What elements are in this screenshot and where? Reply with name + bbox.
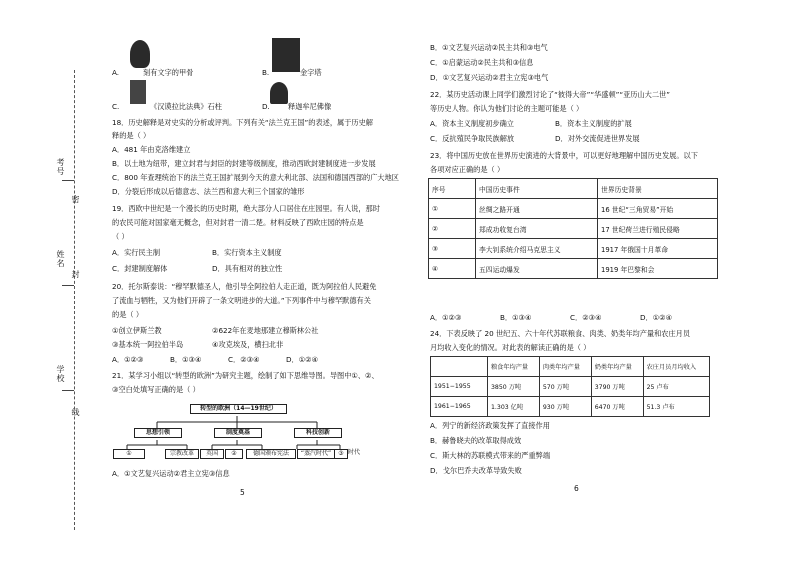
underline-xingming	[62, 285, 74, 286]
table-cell: ③	[429, 239, 476, 259]
q23-stem-line1: 23．将中国历史放在世界历史演进的大背景中，可以更好地理解中国历史发展。以下	[430, 151, 698, 160]
label-kaohao: 考号	[56, 158, 65, 176]
table-cell: 1951−1955	[431, 377, 488, 397]
q20-item-4: ④攻克埃及，横扫北非	[212, 340, 284, 349]
q22-option-d: D．对外交流促进世界发展	[555, 134, 640, 143]
q24-option-a: A．列宁的新经济政策发挥了直接作用	[430, 421, 550, 430]
q20-stem-line3: 的是（ ）	[112, 310, 144, 319]
table-cell: 17 世纪荷兰进行殖民侵略	[598, 219, 718, 239]
q19-option-b: B．实行资本主义制度	[212, 248, 282, 257]
table-cell: ④	[429, 259, 476, 279]
mind-map-leaf-steam-age: “蒸汽时代”	[297, 449, 335, 459]
page-number-right: 6	[574, 484, 579, 493]
table-cell: 6470 万吨	[591, 397, 643, 417]
mind-map-leaf-1: ①	[113, 449, 145, 459]
table-header-row	[429, 179, 718, 199]
q22-option-b: B．资本主义制度的扩展	[555, 119, 632, 128]
q19-option-c: C．封建制度解体	[112, 264, 168, 273]
table-cell: 丝绸之路开通	[476, 199, 598, 219]
q24-option-c: C．斯大林的苏联模式带来的严重弊端	[430, 451, 551, 460]
label-feng: 封	[71, 270, 80, 279]
table-row	[429, 239, 718, 259]
q19-stem-line2: 的农民可能对国家毫无概念，但对封君一清二楚。材料反映了西欧庄园的特点是	[112, 218, 364, 227]
table-cell: 3850 万吨	[488, 377, 540, 397]
mind-map-root: 转型的欧洲（14—19世纪）	[190, 404, 287, 414]
q21-stem-line2: ③空白处填写正确的是（ ）	[112, 385, 200, 394]
q18-option-d: D．分裂后形成以后德意志、法兰西和意大利三个国家的雏形	[112, 187, 305, 196]
table-header-cell: 粮食年均产量	[488, 357, 540, 377]
pyramid-image	[272, 38, 300, 72]
img-option-a-letter: A.	[112, 68, 120, 77]
label-xuexiao: 学校	[56, 365, 65, 383]
table-row	[431, 377, 710, 397]
q19-option-a: A．实行民主制	[112, 248, 161, 257]
table-cell: 570 万吨	[539, 377, 591, 397]
label-mi: 密	[71, 195, 80, 204]
q22-stem-line1: 22．某历史活动课上同学们激烈讨论了“彼得大帝”“华盛顿”“亚历山大二世”	[430, 90, 670, 99]
q20-stem-line2: 了流血与牺牲，又为他们开辟了一条文明进步的大道。”下列事件中与穆罕默德有关	[112, 296, 371, 305]
table-header-cell: 肉类年均产量	[539, 357, 591, 377]
q19-stem-line1: 19．西欧中世纪是一个漫长的历史时期，绝大部分人口居住在庄园里。有人说，那时	[112, 204, 380, 213]
img-option-b-caption: 金字塔	[300, 68, 322, 77]
code-of-hammurabi-image	[130, 80, 146, 104]
q23-option-a: A．①②③	[430, 313, 462, 322]
q23-table	[428, 178, 718, 279]
q21-option-a: A．①文艺复兴运动②君主立宪③信息	[112, 469, 230, 478]
q24-option-d: D．戈尔巴乔夫改革导致失败	[430, 466, 522, 475]
q20-stem-line1: 20．托尔斯泰说：“穆罕默德圣人，他引导全阿拉伯人走正道，既为阿拉伯人民避免	[112, 282, 377, 291]
q23-option-b: B．①③④	[500, 313, 532, 322]
underline-kaohao	[62, 180, 74, 181]
table-header-cell: 序号	[429, 179, 476, 199]
q18-stem-line2: 释的是（ ）	[112, 131, 151, 140]
table-row	[429, 219, 718, 239]
table-header-cell: 世界历史背景	[598, 179, 718, 199]
q20-item-3: ③基本统一阿拉伯半岛	[112, 340, 184, 349]
table-cell: 郑成功收复台湾	[476, 219, 598, 239]
mind-map-leaf-3: ③	[334, 449, 348, 459]
mind-map-leaf-britain: 英国	[200, 449, 224, 459]
img-option-b-letter: B.	[262, 68, 270, 77]
oracle-bone-image	[130, 40, 150, 68]
table-row	[431, 397, 710, 417]
mind-map-leaf-germany: 德国颁布宪法	[246, 449, 296, 459]
table-cell: ②	[429, 219, 476, 239]
table-cell: 1.303 亿吨	[488, 397, 540, 417]
q23-option-c: C．②③④	[570, 313, 602, 322]
mind-map-leaf-era: 时代	[348, 449, 361, 456]
table-cell: 930 万吨	[539, 397, 591, 417]
table-row	[429, 199, 718, 219]
table-header-cell	[431, 357, 488, 377]
table-cell: 1917 年俄国十月革命	[598, 239, 718, 259]
table-cell: 3790 万吨	[591, 377, 643, 397]
q18-option-c: C．800 年查理统治下的法兰克王国扩展到今天的意大利北部、法国和德国西部的广大地区	[112, 173, 399, 182]
table-header-cell: 农庄月员月均收入	[643, 357, 709, 377]
table-cell: ①	[429, 199, 476, 219]
img-option-c-letter: C.	[112, 102, 120, 111]
img-option-d-caption: 释迦牟尼佛像	[288, 102, 332, 111]
q20-option-c: C．②③④	[228, 355, 260, 364]
q24-option-b: B．赫鲁晓夫的改革取得成效	[430, 436, 522, 445]
table-cell: 1919 年巴黎和会	[598, 259, 718, 279]
q21-stem-line1: 21．某学习小组以“转型的欧洲”为研究主题，绘制了如下思维导图。导图中①、②、	[112, 371, 379, 380]
table-header-cell: 奶类年均产量	[591, 357, 643, 377]
q24-stem-line1: 24．下表反映了 20 世纪五、六十年代苏联粮食、肉类、奶类年均产量和农庄月员	[430, 329, 691, 338]
table-cell: 1961−1965	[431, 397, 488, 417]
q20-item-1: ①创立伊斯兰教	[112, 326, 162, 335]
q22-option-c: C．反抗殖民争取民族解放	[430, 134, 515, 143]
q24-stem-line2: 月均收入变化的情况。对此表的解读正确的是（ ）	[430, 343, 591, 352]
mind-map-branch-system: 制度奠基	[214, 428, 262, 438]
q21-option-b: B．①文艺复兴运动②民主共和③电气	[430, 43, 548, 52]
table-cell: 五四运动爆发	[476, 259, 598, 279]
q21-option-c: C．①启蒙运动②民主共和③信息	[430, 58, 534, 67]
label-xingming: 姓名	[56, 250, 65, 268]
q23-option-d: D．①②④	[640, 313, 673, 322]
q18-stem-line1: 18．历史解释是对史实的分析或评判。下列有关“法兰克王国”的表述，属于历史解	[112, 118, 373, 127]
q19-stem-line3: （ ）	[112, 232, 129, 241]
q24-table	[430, 356, 710, 417]
mind-map-branch-thought: 思想引领	[134, 428, 182, 438]
table-cell: 李大钊系统介绍马克思主义	[476, 239, 598, 259]
img-option-d-letter: D.	[262, 102, 270, 111]
table-row	[429, 259, 718, 279]
q22-stem-line2: 等历史人物。你认为他们讨论的主题可能是（ ）	[430, 104, 584, 113]
mind-map-branch-tech: 科技创新	[294, 428, 342, 438]
binding-dashed-line	[74, 70, 75, 530]
q19-option-d: D．具有相对的独立性	[212, 264, 283, 273]
buddha-statue-image	[270, 82, 288, 104]
table-header-cell: 中国历史事件	[476, 179, 598, 199]
q20-item-2: ②622年在麦地那建立穆斯林公社	[212, 326, 319, 335]
q20-option-a: A．①②③	[112, 355, 144, 364]
img-option-a-caption: 刻有文字的甲骨	[143, 68, 194, 77]
page-number-left: 5	[240, 488, 245, 497]
table-cell: 16 世纪“三角贸易”开始	[598, 199, 718, 219]
mind-map-leaf-reformation: 宗教改革	[165, 449, 199, 459]
q23-stem-line2: 各项对应正确的是（ ）	[430, 165, 505, 174]
q20-option-d: D．①②④	[286, 355, 319, 364]
underline-xuexiao	[62, 390, 74, 391]
mind-map-leaf-2: ②	[225, 449, 243, 459]
table-header-row	[431, 357, 710, 377]
label-xian: 线	[71, 408, 80, 417]
q21-option-d: D．①文艺复兴运动②君主立宪③电气	[430, 73, 549, 82]
table-cell: 51.3 卢布	[643, 397, 709, 417]
q20-option-b: B．①③④	[170, 355, 202, 364]
q18-option-b: B．以土地为纽带，建立封君与封臣的封建等级制度，推动西欧封建制度进一步发展	[112, 159, 376, 168]
img-option-c-caption: 《汉谟拉比法典》石柱	[150, 102, 222, 111]
q18-option-a: A．481 年由克洛维建立	[112, 145, 191, 154]
q22-option-a: A．资本主义制度初步确立	[430, 119, 514, 128]
table-cell: 25 卢布	[643, 377, 709, 397]
